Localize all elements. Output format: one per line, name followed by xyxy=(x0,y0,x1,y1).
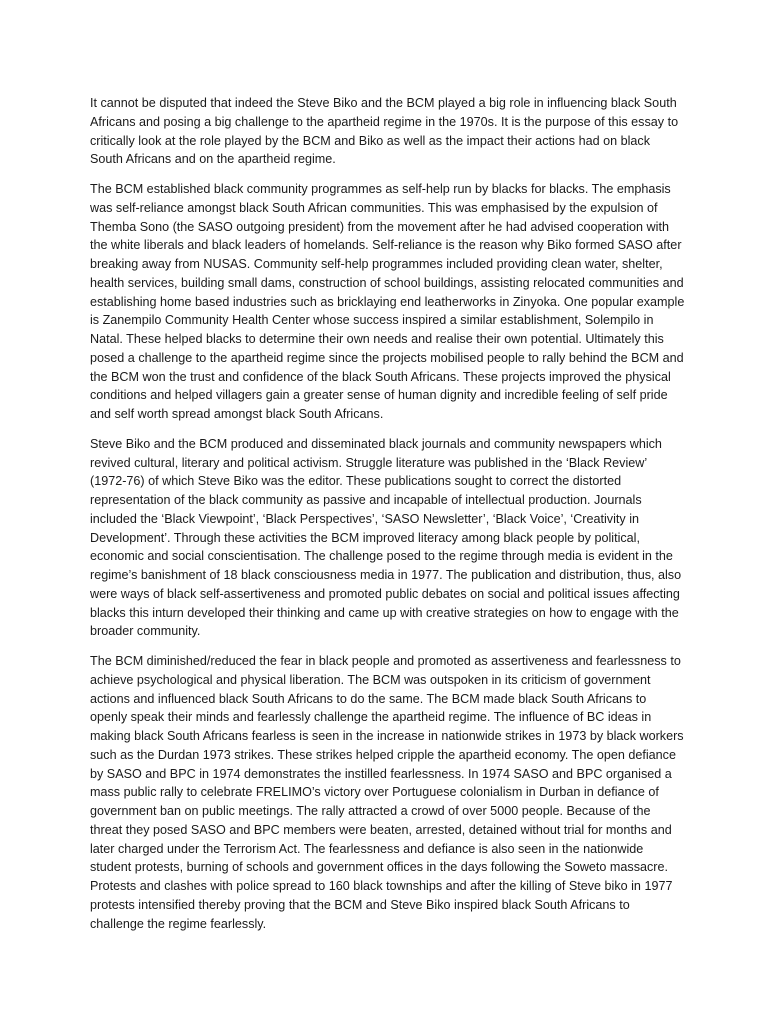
essay-body xyxy=(90,94,686,944)
paragraph-journals-newspapers: Steve Biko and the BCM produced and disseminated black journals and community newspapers which revived cultural, literary and political activism. Struggle literature was published in the ‘Black Review’ (1972-76) of which Steve Biko was the editor. These publications sought to correct the distorted representation of the black community as passive and incapable of intellectual production. Journals included the ‘Black Viewpoint’, ‘Black Perspectives’, ‘SASO Newsletter’, ‘Black Voice’, ‘Creativity in Development’. Through these activities the BCM improved literacy among black people by political, economic and social conscientisation. The challenge posed to the regime through media is evident in the regime’s banishment of 18 black consciousness media in 1977. The publication and distribution, thus, also were ways of black self-assertiveness and promoted public debates on social and political issues affecting blacks this inturn developed their thinking and came up with creative strategies on how to engage with the broader community. xyxy=(90,436,682,639)
paragraph-community-programmes: The BCM established black community programmes as self-help run by blacks for blacks. The emphasis was self-reliance amongst black South African communities. This was emphasised by the expulsion of Themba Sono (the SASO outgoing president) from the movement after he had advised cooperation with the white liberals and black leaders of homelands. Self-reliance is the reason why Biko formed SASO after breaking away from NUSAS. Community self-help programmes included providing clean water, shelter, health services, building small dams, construction of school buildings, assisting relocated communities and establishing home based industries such as bricklaying end leatherworks in Zinyoka. One popular example is Zanempilo Community Health Center whose success inspired a similar establishment, Solempilo in Natal. These helped blacks to determine their own needs and realise their own potential. Ultimately this posed a challenge to the apartheid regime since the projects mobilised people to rally behind the BCM and the BCM won the trust and confidence of the black South Africans. These projects improved the physical conditions and helped villagers gain a greater sense of human dignity and incredible feeling of self pride and self worth spread amongst black South Africans. xyxy=(90,182,685,421)
paragraph-introduction: It cannot be disputed that indeed the Steve Biko and the BCM played a big role in influencing black South Africans and posing a big challenge to the apartheid regime in the 1970s. It is the purpose of this essay to critically look at the role played by the BCM and Biko as well as the impact their actions had on black South Africans and on the apartheid regime. xyxy=(90,96,679,167)
paragraph-fearlessness: The BCM diminished/reduced the fear in black people and promoted as assertiveness and fearlessness to achieve psychological and physical liberation. The BCM was outspoken in its criticism of government actions and influenced black South Africans to do the same. The BCM made black South Africans to openly speak their minds and fearlessly challenge the apartheid regime. The influence of BC ideas in making black South Africans fearless is seen in the increase in nationwide strikes in 1973 by black workers such as the Durdan 1973 strikes. These strikes helped cripple the apartheid economy. The open defiance by SASO and BPC in 1974 demonstrates the instilled fearlessness. In 1974 SASO and BPC organised a mass public rally to celebrate FRELIMO’s victory over Portuguese colonialism in Durban in defiance of government ban on public meetings. The rally attracted a crowd of over 5000 people. Because of the threat they posed SASO and BPC members were beaten, arrested, detained without trial for months and later charged under the Terrorism Act. The fearlessness and defiance is also seen in the nationwide student protests, burning of schools and government offices in the days following the Soweto massacre. Protests and clashes with police spread to 160 black townships and after the killing of Steve biko in 1977 protests intensified thereby proving that the BCM and Steve Biko inspired black South Africans to challenge the regime fearlessly. xyxy=(90,654,684,931)
